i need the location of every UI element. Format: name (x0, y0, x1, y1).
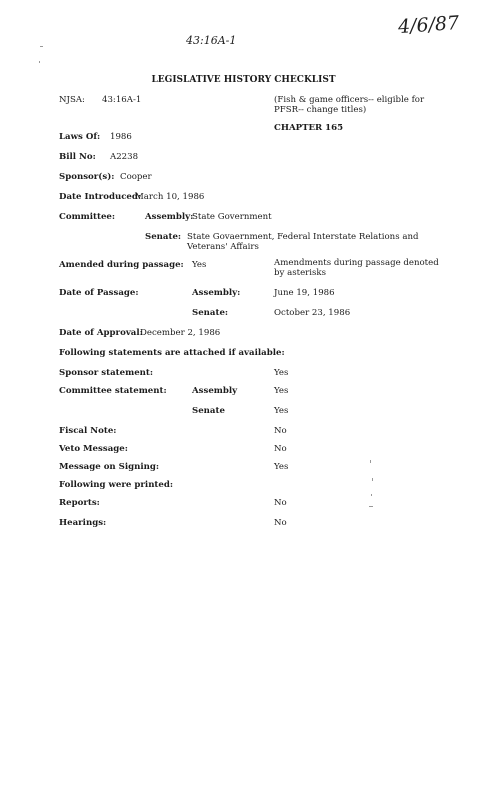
handwritten-number: 43:16A-1 (186, 34, 237, 47)
fiscal-note-value: No (274, 426, 287, 436)
passage-assembly-label: Assembly: (192, 288, 241, 298)
sponsor-statement-label: Sponsor statement: (59, 368, 154, 378)
njsa-label: NJSA: (59, 95, 85, 105)
passage-senate-label: Senate: (192, 308, 229, 318)
veto-message-value: No (274, 444, 287, 454)
message-on-signing-value: Yes (274, 462, 289, 472)
committee-senate-value-line2: Veterans' Affairs (187, 242, 259, 252)
approval-label: Date of Approval: (59, 328, 143, 338)
passage-label: Date of Passage: (59, 288, 139, 298)
hearings-value: No (274, 518, 287, 528)
printed-heading: Following were printed: (59, 480, 174, 490)
committee-statement-assembly-label: Assembly (192, 386, 238, 396)
page-title: LEGISLATIVE HISTORY CHECKLIST (151, 75, 336, 85)
scan-speck (372, 478, 373, 481)
passage-assembly-value: June 19, 1986 (274, 288, 335, 298)
reports-label: Reports: (59, 498, 100, 508)
committee-senate-value-line1: State Govaernment, Federal Interstate Relations and (187, 232, 419, 242)
amended-value: Yes (192, 260, 207, 270)
statements-heading: Following statements are attached if available: (59, 348, 285, 358)
chapter: CHAPTER 165 (274, 123, 344, 133)
message-on-signing-label: Message on Signing: (59, 462, 160, 472)
sponsors-label: Sponsor(s): (59, 172, 115, 182)
approval-value: December 2, 1986 (140, 328, 221, 338)
committee-statement-senate-value: Yes (274, 406, 289, 416)
laws-of-value: 1986 (110, 132, 132, 142)
veto-message-label: Veto Message: (59, 444, 128, 454)
scan-speck (370, 460, 371, 463)
bill-no-label: Bill No: (59, 152, 96, 162)
njsa-description: (Fish & game officers-- eligible for PFSR-- change titles) (274, 95, 425, 115)
scan-speck (40, 46, 43, 47)
hearings-label: Hearings: (59, 518, 107, 528)
committee-statement-assembly-value: Yes (274, 386, 289, 396)
committee-statement-senate-label: Senate (192, 406, 225, 416)
committee-statement-label: Committee statement: (59, 386, 167, 396)
fiscal-note-label: Fiscal Note: (59, 426, 117, 436)
scan-speck (371, 494, 372, 496)
scan-speck (39, 61, 40, 63)
sponsors-value: Cooper (120, 172, 152, 182)
laws-of-label: Laws Of: (59, 132, 101, 142)
date-introduced-value: March 10, 1986 (135, 192, 205, 202)
njsa-value: 43:16A-1 (102, 95, 142, 105)
date-introduced-label: Date Introduced: (59, 192, 142, 202)
scan-speck (369, 506, 373, 507)
sponsor-statement-value: Yes (274, 368, 289, 378)
bill-no-value: A2238 (110, 152, 139, 162)
committee-assembly-value: State Government (192, 212, 272, 222)
committee-label: Committee: (59, 212, 116, 222)
committee-assembly-label: Assembly: (145, 212, 194, 222)
committee-senate-label: Senate: (145, 232, 182, 242)
amended-note-line2: by asterisks (274, 268, 327, 278)
reports-value: No (274, 498, 287, 508)
amended-note-line1: Amendments during passage denoted (274, 258, 439, 268)
passage-senate-value: October 23, 1986 (274, 308, 351, 318)
handwritten-date: 4/6/87 (397, 11, 460, 39)
amended-label: Amended during passage: (59, 260, 184, 270)
